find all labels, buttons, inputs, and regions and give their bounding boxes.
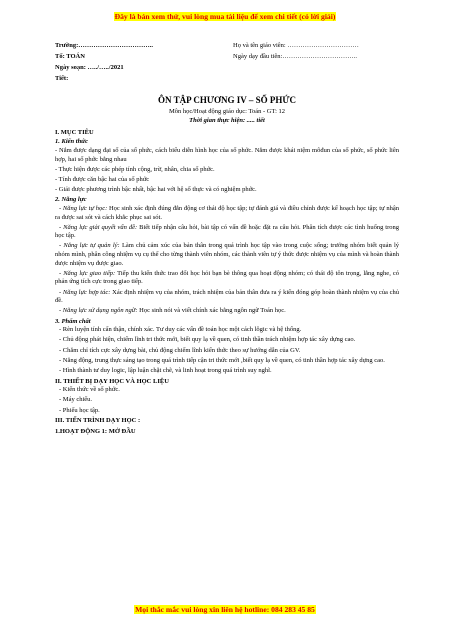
competence-item [55,242,399,268]
quality-item: - Chăm chỉ tích cực xây dựng bài, chủ động chiếm lĩnh kiến thức theo sự hướng dẫn của GV. [59,346,301,354]
competence-label: - Năng lực giao tiếp: [59,269,116,277]
subsection-competence: 2. Năng lực [55,196,87,204]
lesson-subtitle: Môn học/Hoạt động giáo dục: Toán - GT: 12 [168,107,286,115]
competence-label: - Năng lực giải quyết vấn đề: [59,223,138,231]
quality-item: - Năng động, trung thực sáng tạo trong quá trình tiếp cận tri thức mới ,biết quy lạ về quen, có tinh thần hợp tác xây dựng cao. [59,356,385,364]
quality-item: - Rèn luyện tính cẩn thận, chính xác. Tư duy các vấn đề toán học một cách lôgic và hệ thống. [59,326,302,334]
competence-item [55,289,399,306]
quality-item: - Chủ động phát hiện, chiếm lĩnh tri thức mới, biết quy lạ về quen, có tinh thần trách nhiệm hợp tác xây dựng cao. [59,336,356,344]
period-field: Tiết: [55,75,69,82]
quality-item: - Hình thành tư duy logic, lập luận chặt chẽ, và linh hoạt trong quá trình suy nghĩ. [59,366,272,374]
activity-1-heading: 1.HOẠT ĐỘNG 1: MỞ ĐẦU [55,427,136,435]
lesson-time: Thời gian thực hiện: ..... tiết [189,117,265,125]
competence-text: Tiếp thu kiến thức trao đổi học hỏi bạn bè thông qua hoạt động nhóm; có thái độ tôn trọng, lắng nghe, có phản ứng tích cực trong giao tiếp. [55,269,399,286]
equipment-item: - Kiến thức về số phức. [59,386,120,394]
teaching-date-field: Ngày dạy đầu tiên:…………………………….. [233,53,358,60]
knowledge-item: - Nắm được dạng đại số của số phức, cách biểu diễn hình học của số phức. Nắm được khái niệm môđun của số phức, số phức liên hợp, hai số phức bằng nhau [55,146,399,163]
competence-text: Học sinh nói và viết chính xác bằng ngôn ngữ Toán học. [137,307,286,315]
header-row-4 [55,75,399,86]
header-row-2 [55,53,399,64]
bottom-hotline-banner: Mọi thắc mắc vui lòng xin liên hệ hotline: 084 283 45 85 [135,605,315,614]
competence-label: - Năng lực tự học: [59,204,108,212]
subsection-knowledge: 1. Kiến thức [55,138,88,146]
lesson-title: ÔN TẬP CHƯƠNG IV – SỐ PHỨC [157,95,296,105]
competence-label: - Năng lực hợp tác: [59,288,111,296]
school-field: Trường:…………………………….. [55,42,154,49]
section-objectives: I. MỤC TIÊU [55,128,94,136]
knowledge-item: - Giải được phương trình bậc nhất, bậc hai với hệ số thực và có nghiệm phức. [55,186,257,194]
top-preview-banner: Đây là bản xem thử, vui lòng mua tài liệu để xem chi tiết (có lời giải) [114,12,336,21]
section-process: III. TIẾN TRÌNH DẠY HỌC : [55,417,141,425]
teacher-field: Họ và tên giáo viên: …………………………… [233,42,359,49]
subsection-qualities: 3. Phẩm chất [55,317,91,325]
header-row-1 [55,42,399,53]
lesson-plan-page [55,42,399,436]
knowledge-item: - Tính được căn bậc hai của số phức [55,175,150,183]
header-row-3 [55,64,399,75]
competence-item [55,307,399,316]
competence-label: - Năng lực sử dụng ngôn ngữ: [59,307,138,315]
competence-text: Xác định nhiệm vụ của nhóm, trách nhiệm của bản thân đưa ra ý kiến đóng góp hoàn thành nhiệm vụ của chủ đề. [55,288,399,305]
competence-item [55,270,399,287]
knowledge-item: - Thực hiện được các phép tính cộng, trừ, nhân, chia số phức. [55,165,215,173]
equipment-item: - Máy chiếu. [59,396,93,404]
prep-date-field: Ngày soạn: …../…../2021 [55,64,124,71]
equipment-item: - Phiếu học tập. [59,406,100,414]
competence-label: - Năng lực tự quản lý: [59,242,120,250]
group-field: Tổ: TOÁN [55,53,85,60]
competence-text: Biết tiếp nhận câu hỏi, bài tập có vấn đề hoặc đặt ra câu hỏi. Phân tích được các tình huống trong học tập. [55,223,400,240]
competence-text: Làm chủ cảm xúc của bản thân trong quá trình học tập vào trong cuộc sống; trưởng nhóm biết quản lý nhóm mình, phân công nhiệm vụ cụ thể cho từng thành viên nhóm, các thành viên tự ý thức được nhiệm vụ của mình và hoàn thành được nhiệm vụ được giao. [55,242,399,267]
section-equipment: II. THIẾT BỊ DẠY HỌC VÀ HỌC LIỆU [55,377,169,385]
competence-item [55,224,399,241]
competence-text: Học sinh xác định đúng đắn động cơ thái độ học tập; tự đánh giá và điều chỉnh được kế hoạch học tập; tự nhận ra được sai sót và cách khắc phục sai sót. [55,204,399,221]
competence-item [55,205,399,222]
